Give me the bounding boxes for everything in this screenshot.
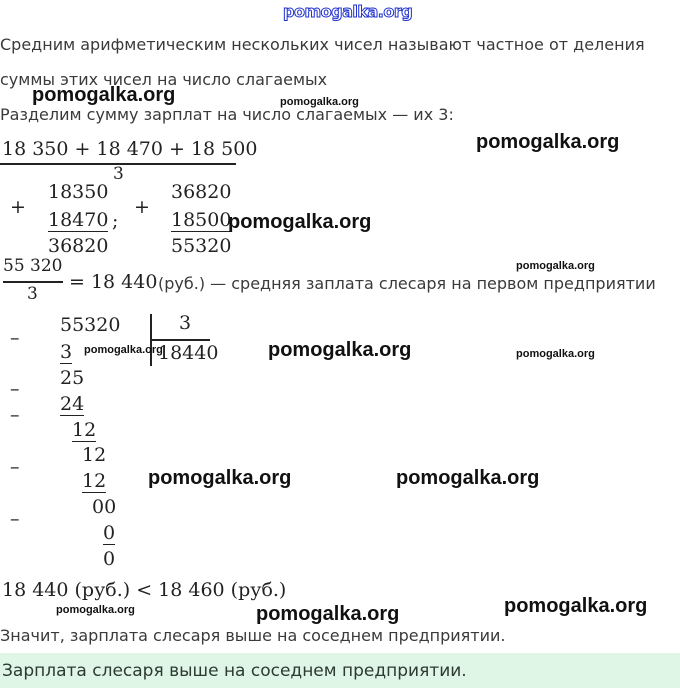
addition-2-sum: 55320 xyxy=(171,235,232,257)
division-row: 24 xyxy=(60,393,85,415)
watermark: pomogalka.org xyxy=(516,348,595,360)
watermark: pomogalka.org xyxy=(516,260,595,272)
division-minus: – xyxy=(10,378,20,400)
division-row: 12 xyxy=(72,419,97,441)
division-minus: – xyxy=(10,404,20,426)
division-minus: – xyxy=(10,327,20,349)
watermark: pomogalka.org xyxy=(268,339,412,361)
division-row: 12 xyxy=(82,444,107,466)
watermark: pomogalka.org xyxy=(396,467,540,489)
addition-1-sign: + xyxy=(10,196,26,218)
addition-2-sign: + xyxy=(134,196,150,218)
definition-line-2: суммы этих чисел на число слагаемых xyxy=(0,70,328,89)
watermark: pomogalka.org xyxy=(84,344,163,356)
watermark: pomogalka.org xyxy=(256,603,400,625)
conclusion: Значит, зарплата слесаря выше на соседнем предприятии. xyxy=(0,626,506,645)
addition-1-a: 18350 xyxy=(48,181,109,203)
watermark: pomogalka.org xyxy=(228,211,372,233)
watermark: pomogalka.org xyxy=(504,595,648,617)
divide-instruction: Разделим сумму зарплат на число слагаемых — их 3: xyxy=(0,105,454,124)
division-row: 3 xyxy=(60,341,73,363)
fraction-numerator: 18 350 + 18 470 + 18 500 xyxy=(2,138,258,160)
watermark: pomogalka.org xyxy=(280,96,359,108)
watermark: pomogalka.org xyxy=(56,604,135,616)
division-minus: – xyxy=(10,456,20,478)
division-quotient: 18440 xyxy=(158,342,219,364)
result-description: (руб.) — средняя заплата слесаря на первом предприятии xyxy=(158,274,656,293)
fraction-denominator: 3 xyxy=(113,164,124,184)
watermark: pomogalka.org xyxy=(32,84,176,106)
division-dividend: 55320 xyxy=(60,314,121,336)
division-row: 0 xyxy=(103,522,116,544)
addition-separator: ; xyxy=(112,210,119,232)
site-logo[interactable]: pomogalka.org xyxy=(283,2,413,21)
division-minus: – xyxy=(10,508,20,530)
addition-2-b: 18500 xyxy=(171,209,232,231)
watermark: pomogalka.org xyxy=(148,467,292,489)
division-row: 12 xyxy=(82,470,107,492)
division-horizontal-bar xyxy=(152,339,210,341)
watermark: pomogalka.org xyxy=(476,131,620,153)
result-equals: = 18 440 xyxy=(69,271,158,293)
comparison: 18 440 (руб.) < 18 460 (руб.) xyxy=(2,579,287,601)
result-fraction-bar xyxy=(3,281,63,283)
division-row: 00 xyxy=(92,496,117,518)
result-denominator: 3 xyxy=(27,284,38,304)
answer-box xyxy=(0,653,680,688)
addition-1-sum: 36820 xyxy=(48,235,109,257)
answer-text: Зарплата слесаря выше на соседнем предприятии. xyxy=(2,661,467,681)
division-divisor: 3 xyxy=(179,312,192,334)
addition-2-a: 36820 xyxy=(171,181,232,203)
result-numerator: 55 320 xyxy=(3,256,63,276)
division-row: 25 xyxy=(60,367,85,389)
addition-1-b: 18470 xyxy=(48,209,109,231)
definition-line-1: Средним арифметическим нескольких чисел называют частное от деления xyxy=(0,35,645,54)
division-row: 0 xyxy=(103,548,116,570)
